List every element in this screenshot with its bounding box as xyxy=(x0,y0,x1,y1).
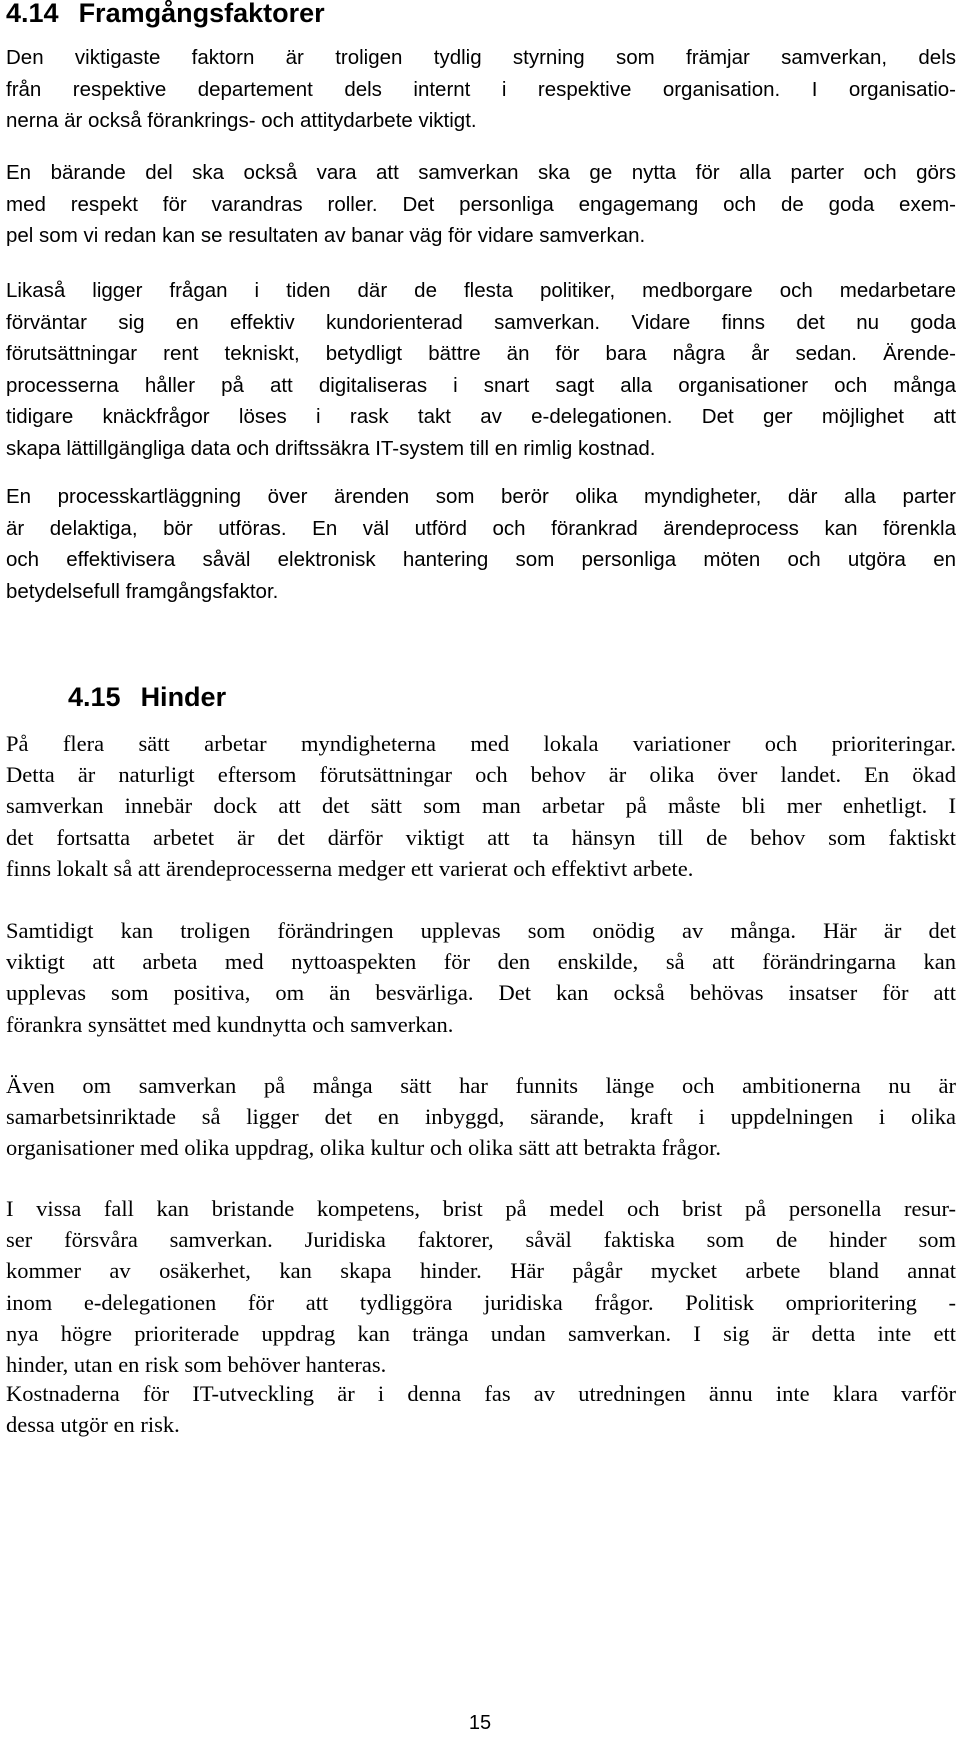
section-heading-4-14 xyxy=(6,0,325,29)
text-line: förväntar sig en effektiv kundorienterad samverkan. Vidare finns det nu goda xyxy=(6,310,956,334)
text-line: Samtidigt kan troligen förändringen upplevas som onödig av många. Här är det xyxy=(6,918,956,943)
text-line: Detta är naturligt eftersom förutsättningar och behov är olika över landet. En ökad xyxy=(6,762,956,788)
paragraph xyxy=(6,275,956,464)
text-line: Likaså ligger frågan i tiden där de flesta politiker, medborgare och medarbetare xyxy=(6,279,956,302)
paragraph xyxy=(6,1070,956,1164)
paragraph xyxy=(6,42,956,137)
text-line: med respekt för varandras roller. Det personliga engagemang och de goda exem- xyxy=(6,192,956,216)
text-line: Den viktigaste faktorn är troligen tydlig styrning som främjar samverkan, dels xyxy=(6,46,956,69)
text-line: kommer av osäkerhet, kan skapa hinder. Här pågår mycket arbete bland annat xyxy=(6,1258,956,1284)
text-line: nerna är också förankrings- och attitydarbete viktigt. xyxy=(6,109,477,132)
section-title: Framgångsfaktorer xyxy=(78,0,325,28)
text-line: är delaktiga, bör utföras. En väl utförd och förankrad ärendeprocess kan förenkla xyxy=(6,516,956,540)
text-line: betydelsefull framgångsfaktor. xyxy=(6,579,279,603)
text-line: förutsättningar rent tekniskt, betydligt bättre än för bara några år sedan. Ärende- xyxy=(6,342,956,365)
text-line: organisationer med olika uppdrag, olika kultur och olika sätt att betrakta frågor. xyxy=(6,1135,722,1161)
text-line: ser försvåra samverkan. Juridiska faktorer, såväl faktiska som de hinder som xyxy=(6,1227,956,1253)
text-line: förankra synsättet med kundnytta och samverkan. xyxy=(6,1011,454,1037)
text-line: processerna håller på att digitaliseras i snart sagt alla organisationer och många xyxy=(6,373,956,397)
section-number: 4.15 xyxy=(68,682,121,712)
text-line: På flera sätt arbetar myndigheterna med lokala variationer och prioriteringar. xyxy=(6,731,956,756)
section-title: Hinder xyxy=(140,682,227,712)
text-line: samarbetsinriktade så ligger det en inbyggd, särande, kraft i uppdelningen i olika xyxy=(6,1104,956,1130)
paragraph xyxy=(6,1193,956,1380)
text-line: från respektive departement dels internt i respektive organisation. I organisatio- xyxy=(6,77,956,101)
text-line: samverkan innebär dock att det sätt som man arbetar på måste bli mer enhetligt. I xyxy=(6,793,956,819)
text-line: En processkartläggning över ärenden som berör olika myndigheter, där alla parter xyxy=(6,485,956,508)
text-line: det fortsatta arbetet är det därför viktigt att ta hänsyn till de behov som faktiskt xyxy=(6,824,956,850)
paragraph xyxy=(6,157,956,252)
section-number: 4.14 xyxy=(6,0,59,28)
text-line: Kostnaderna för IT-utveckling är i denna fas av utredningen ännu inte klara varför xyxy=(6,1381,956,1406)
text-line: inom e-delegationen för att tydliggöra juridiska frågor. Politisk omprioritering - xyxy=(6,1289,956,1315)
text-line: Även om samverkan på många sätt har funnits länge och ambitionerna nu är xyxy=(6,1073,956,1098)
text-line: skapa lättillgängliga data och driftssäkra IT-system till en rimlig kostnad. xyxy=(6,436,656,460)
text-line: dessa utgör en risk. xyxy=(6,1412,180,1438)
page-number: 15 xyxy=(468,1712,492,1734)
paragraph xyxy=(6,481,956,607)
text-line: pel som vi redan kan se resultaten av banar väg för vidare samverkan. xyxy=(6,224,646,247)
text-line: viktigt att arbeta med nyttoaspekten för den enskilde, så att förändringarna kan xyxy=(6,949,956,975)
text-line: En bärande del ska också vara att samverkan ska ge nytta för alla parter och görs xyxy=(6,161,956,184)
section-heading-4-15 xyxy=(68,682,226,713)
text-line: upplevas som positiva, om än besvärliga. Det kan också behövas insatser för att xyxy=(6,980,956,1006)
paragraph xyxy=(6,1378,956,1440)
text-line: finns lokalt så att ärendeprocesserna medger ett varierat och effektivt arbete. xyxy=(6,855,694,881)
text-line: och effektivisera såväl elektronisk hantering som personliga möten och utgöra en xyxy=(6,548,956,571)
text-line: tidigare knäckfrågor löses i rask takt av e-delegationen. Det ger möjlighet att xyxy=(6,405,956,428)
text-line: I vissa fall kan bristande kompetens, brist på medel och brist på personella resur- xyxy=(6,1196,956,1221)
paragraph xyxy=(6,915,956,1040)
text-line: hinder, utan en risk som behöver hanteras. xyxy=(6,1352,387,1378)
text-line: nya högre prioriterade uppdrag kan tränga undan samverkan. I sig är detta inte ett xyxy=(6,1320,956,1346)
paragraph xyxy=(6,728,956,884)
